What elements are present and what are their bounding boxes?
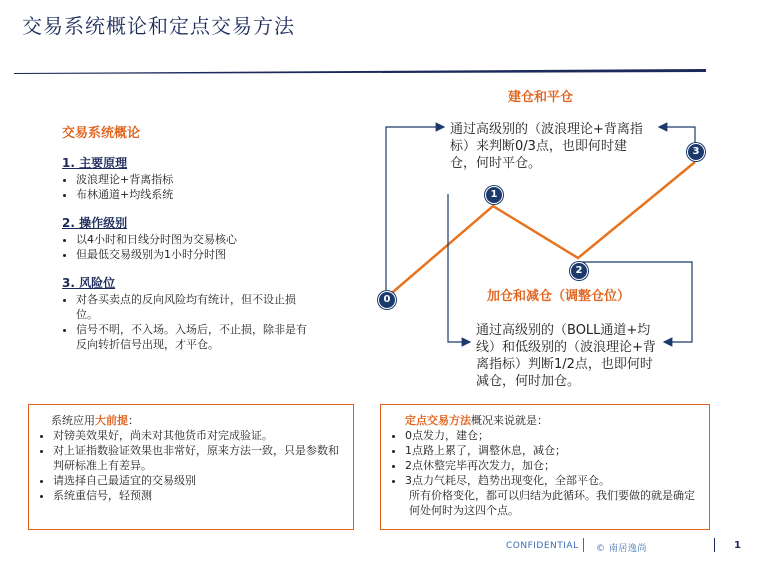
- point-0-marker: 0: [378, 291, 396, 309]
- connector-open-arrow: [386, 127, 444, 290]
- overview-heading: 交易系统概论: [62, 126, 141, 141]
- point-1-marker: 1: [485, 186, 503, 204]
- method-summary-box: [380, 404, 710, 530]
- section-title: 2. 操作级别: [62, 216, 128, 230]
- list-item: • 但最低交易级别为1小时分时图: [76, 247, 312, 262]
- section-title: 1. 主要原理: [62, 156, 128, 170]
- point-3-marker: 3: [687, 143, 705, 161]
- method-intro: [405, 413, 699, 428]
- open-close-callout: 通过高级别的（波浪理论+背离指标）来判断0/3点，也即何时建仓，何时平仓。: [450, 122, 643, 171]
- footer-divider: [583, 538, 584, 552]
- list-item: • 信号不明，不入场。入场后，不止损，除非是有反向转折信号出现，才平仓。: [76, 322, 316, 352]
- footer-divider: [714, 538, 715, 552]
- intro-emphasis: 大前提: [95, 414, 128, 427]
- page-title: 交易系统概论和定点交易方法: [22, 14, 295, 38]
- list-item: • 对上证指数验证效果也非常好，原来方法一致，只是参数和判研标准上有差异。: [53, 443, 343, 473]
- list-item: • 2点休整完毕再次发力，加仓；: [405, 458, 699, 473]
- list-item: • 1点路上累了，调整休息，减仓；: [405, 443, 699, 458]
- confidential-label: CONFIDENTIAL: [506, 541, 579, 551]
- price-zigzag-line: [386, 162, 695, 298]
- list-item: • 波浪理论+背离指标: [76, 172, 312, 187]
- intro-emphasis: 定点交易方法: [405, 414, 471, 427]
- list-item: • 对镑美效果好，尚未对其他货币对完成验证。: [53, 428, 343, 443]
- list-item: • 3点力气耗尽，趋势出现变化，全部平仓。: [405, 473, 699, 488]
- list-item: • 系统重信号，轻预测: [53, 488, 343, 503]
- point-2-marker: 2: [570, 262, 588, 280]
- method-closing: 所有价格变化，都可以归结为此循环。我们要做的就是确定何处何时为这四个点。: [409, 489, 695, 517]
- intro-suffix: 概况来说就是：: [471, 414, 548, 427]
- list-item: • 以4小时和日线分时图为交易核心: [76, 232, 312, 247]
- copyright-label: © 南居逸尚: [596, 544, 647, 554]
- list-item: • 布林通道+均线系统: [76, 187, 312, 202]
- intro-prefix: 系统应用: [51, 414, 95, 427]
- adjust-position-callout: 通过高级别的（BOLL通道+均线）和低级别的（波浪理论+背离指标）判断1/2点，也即何时减仓，何时加仓。: [476, 323, 656, 389]
- list-item: • 对各买卖点的反向风险均有统计，但不设止损位。: [76, 292, 316, 322]
- connector-reduce-arrow: [448, 194, 470, 342]
- list-item: • 0点发力，建仓；: [405, 428, 699, 443]
- open-close-heading: 建仓和平仓: [508, 90, 574, 105]
- prerequisites-box: [28, 404, 354, 530]
- connector-close-arrow: [659, 127, 695, 144]
- prerequisites-intro: [51, 413, 343, 428]
- page-number: 1: [734, 540, 741, 551]
- intro-suffix: ：: [128, 414, 139, 427]
- adjust-position-heading: 加仓和减仓（调整仓位）: [487, 289, 631, 304]
- section-title: 3. 风险位: [62, 276, 116, 290]
- list-item: • 请选择自己最适宜的交易级别: [53, 473, 343, 488]
